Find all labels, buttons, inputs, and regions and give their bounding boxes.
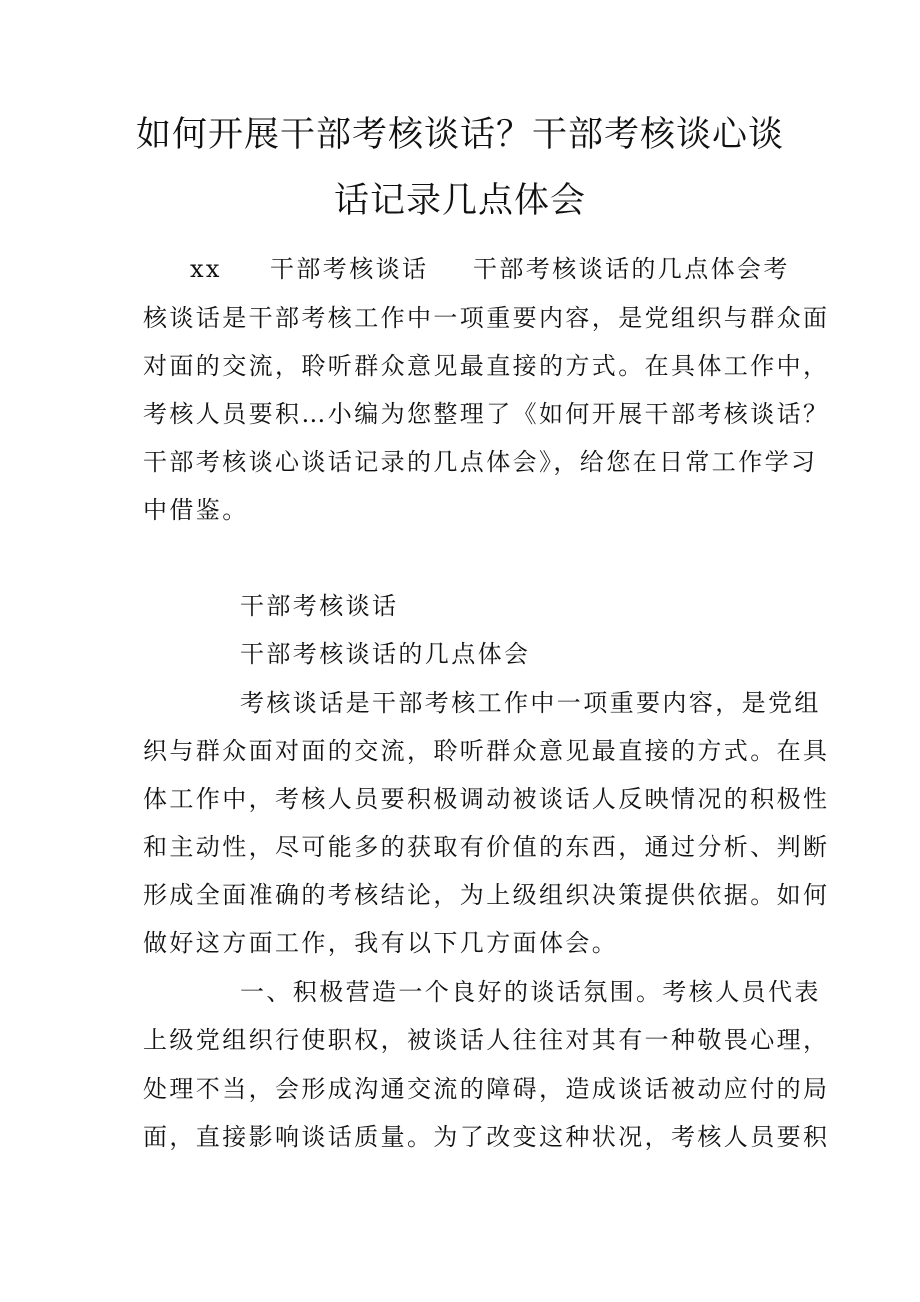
paragraph-line: 考核谈话是干部考核工作中一项重要内容，是党组 (240, 689, 821, 717)
document-title-line-2: 话记录几点体会 (333, 181, 586, 221)
paragraph-line: 面，直接影响谈话质量。为了改变这种状况，考核人员要积 (143, 1123, 830, 1151)
intro-tag-xx: xx (190, 255, 222, 283)
paragraph-line: 处理不当，会形成沟通交流的障碍，造成谈话被动应付的局 (143, 1075, 830, 1103)
paragraph-line: 体工作中，考核人员要积极调动被谈话人反映情况的积极性 (143, 785, 830, 813)
intro-tag-cadre-talk: 干部考核谈话 (270, 255, 429, 283)
paragraph-line: 形成全面准确的考核结论，为上级组织决策提供依据。如何 (143, 881, 830, 909)
section-heading: 干部考核谈话 (240, 592, 399, 620)
paragraph-line: 和主动性，尽可能多的获取有价值的东西，通过分析、判断 (143, 833, 830, 861)
section-subheading: 干部考核谈话的几点体会 (240, 640, 531, 668)
paragraph-line: 上级党组织行使职权，被谈话人往往对其有一种敬畏心理， (143, 1026, 830, 1054)
paragraph-line: 一、积极营造一个良好的谈话氛围。考核人员代表 (240, 978, 821, 1006)
paragraph-line: 织与群众面对面的交流，聆听群众意见最直接的方式。在具 (143, 737, 830, 765)
intro-first-line (190, 246, 790, 293)
intro-tag-experience: 干部考核谈话的几点体会考 (473, 255, 790, 283)
intro-line: 考核人员要积…小编为您整理了《如何开展干部考核谈话？ (143, 400, 830, 428)
intro-line: 干部考核谈心谈话记录的几点体会》，给您在日常工作学习 (143, 448, 818, 476)
intro-line: 中借鉴。 (143, 496, 249, 524)
intro-line: 对面的交流，聆听群众意见最直接的方式。在具体工作中， (143, 352, 830, 380)
paragraph-line: 做好这方面工作，我有以下几方面体会。 (143, 929, 619, 957)
intro-line: 核谈话是干部考核工作中一项重要内容，是党组织与群众面 (143, 304, 830, 332)
document-title-line-1: 如何开展干部考核谈话？干部考核谈心谈 (135, 115, 784, 155)
